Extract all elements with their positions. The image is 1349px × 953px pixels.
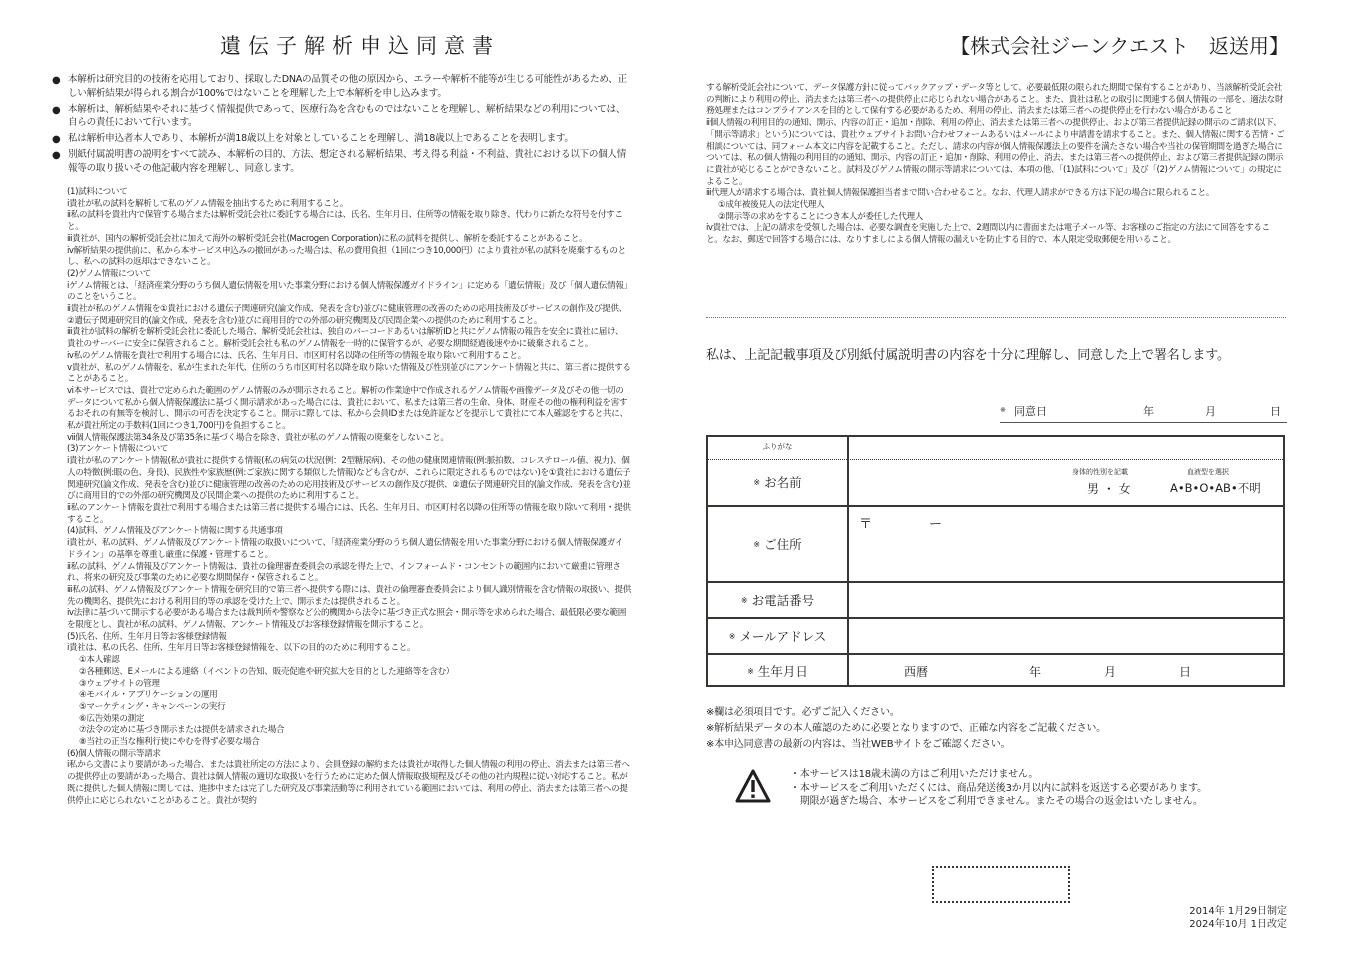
postal-mark-icon: 〒 [859,517,873,532]
birthdate-label: ※ 生年月日 [708,655,849,687]
bullet-dot-icon: ● [52,134,61,145]
terms-paragraph: ⅳ法律に基づいて開示する必要がある場合または裁判所や警察など公的機関から法令に基づき正式な照会・開示等を求められた場合、最低限必要な範囲を限度とし、貴社が私の試料、ゲノム情報、アンケート情報及びお客様登録情報を開示すること。 [67,608,626,631]
terms-paragraph: ⑧当社の正当な権利行使にやむを得ず必要な場合 [79,737,260,748]
terms-paragraph: ②各種郵送、Eメールによる連絡（イベントの告知、販売促進や研究拡大を目的とした連絡等を含む） [79,666,454,677]
year-label: 年 [1143,405,1154,418]
terms-paragraph: ⅰ貴社が私の試料を解析して私のゲノム情報を抽出するために利用すること。 [67,198,349,209]
consent-date-field[interactable] [1000,402,1287,423]
terms-paragraph: ⅲ代理人が請求する場合は、貴社個人情報保護担当者まで問い合わせること。なお、代理人請求ができる方は下記の場合に限られること。 [706,188,1214,199]
consent-statement: 私は、上記記載事項及び別紙付属説明書の内容を十分に理解し、同意した上で署名します。 [706,348,1230,363]
bullet-item: ● 別紙付属説明書の説明をすべて読み、本解析の目的、方法、想定される解析結果、考え得る利益・不利益、貴社における以下の個人情報等の取り扱いその他記載内容を理解し、同意します。 [52,149,627,174]
name-field[interactable] [849,459,1283,505]
terms-paragraph: ④モバイル・アプリケーションの運用 [79,690,218,701]
address-row [708,507,1283,583]
agreement-bullets [52,73,632,178]
revision-dates [1189,906,1287,931]
terms-paragraph: ⅳ貴社では、上記の請求を受領した場合は、必要な調査を実施した上で、2週間以内に書面または電子メール等、お客様のご指定の方法にて回答をすること。なお、郵送で回答する場合には、なりすましによる個人情報の漏えいを防止する目的で、本人限定受取郵便を用いること。 [706,223,1270,246]
terms-paragraph: ⑥広告効果の測定 [79,713,145,724]
month-label: 月 [1205,405,1216,418]
terms-paragraph: (1)試料について [67,187,128,197]
terms-paragraph: ①本人確認 [79,655,120,666]
blood-caption: 血液型を選択 [1187,468,1229,476]
warning-item: ・本サービスは18歳未満の方はご利用いただけません。 [790,769,1039,780]
month-label: 月 [1104,665,1117,679]
terms-paragraph: ③ウェブサイトの管理 [79,678,160,689]
email-row [708,619,1283,655]
day-label: 日 [1179,665,1192,679]
terms-paragraph: ⅵ本サービスでは、貴社で定められた範囲のゲノム情報のみが開示されること。解析の作業途中で作成されるゲノム情報や画像データ及びその他一切のデータについて私から個人情報保護法に基づく開示請求があった場合には、貴社において、私または第三者の生命、身体、財産その他の権利利益を害するおそれの有無等を検討し、開示の可否を決定すること。開示に際しては、私から会員IDまたは免許証などを提示して貴社にて本人確認をすると共に、私が貴社所定の手数料(1回につき1,700円)を負担すること。 [67,385,628,432]
revised-date: 2024年10月 1日改定 [1189,918,1287,930]
postal-dash: ー [929,517,943,532]
terms-paragraph: ⅲ貴社が、国内の解析受託会社に加えて海外の解析受託会社(Macrogen Corporation)に私の試料を提供し、解析を委託することがあること。 [67,233,588,244]
return-label: 【株式会社ジーンクエスト 返送用】 [950,34,1289,58]
terms-paragraph: ⅱ貴社が私のゲノム情報を①貴社における遺伝子関連研究(論文作成、発表を含む)並びに健康管理の改善のための応用技術及びサービスの創作及び提供、②遺伝子関連研究目的(論文作成、発表を含む)並びに商用目的での外部の研究機関及び民間企業への提供のために利用すること。 [67,304,627,326]
terms-paragraph: ⅳ解析結果の提供前に、私から本サービス申込みの撤回があった場合は、私の費用負担（1回につき10,000円）により貴社が私の試料を廃棄するものとし、私への試料の返却はできないこと。 [67,245,626,268]
warning-text [790,768,1207,809]
sex-caption: 身体的性別を記載 [1072,468,1128,476]
terms-paragraph: ⑤マーケティング・キャンペーンの実行 [79,701,226,712]
consent-date-label: 同意日 [1014,405,1047,418]
terms-paragraph: ⅴ貴社が、私のゲノム情報を、私が生まれた年代、住所のうち市区町村名以降を取り除いた情報及び性別並びにアンケート情報と共に、第三者に提供することがあること。 [67,362,631,385]
day-label: 日 [1270,405,1281,418]
divider [706,317,1286,318]
terms-paragraph: (3)アンケート情報について [67,444,169,455]
furigana-label: ふりがな [708,437,849,459]
phone-field[interactable] [849,583,1283,617]
furigana-field[interactable] [708,437,1283,460]
year-label: 年 [1029,665,1042,679]
terms-paragraph: ⅰ貴社は、私の氏名、住所、生年月日等お客様登録情報を、以下の目的のために利用すること。 [67,643,416,654]
terms-paragraph: ⅲ私の試料、ゲノム情報及びアンケート情報を研究目的で第三者へ提供する際には、貴社の倫理審査委員会により個人識別情報を含む情報の取扱い、提供先の機関名、提供先における利用目的等の承認を受けた上で、開示または提供されること。 [67,584,631,607]
stamp-box [932,866,1070,903]
warning-item: ・本サービスをご利用いただくには、商品発送後3か月以内に試料を返送する必要があります。 [790,782,1207,794]
bullet-item: ● 本解析は研究目的の技術を応用しており、採取したDNAの品質その他の原因から、エラーや解析不能等が生じる可能性があるため、正しい解析結果が得られる割合が100%ではないことを理解した上で本解析を申し込みます。 [52,74,627,99]
terms-paragraph: ⅱ私のアンケート情報を貴社で利用する場合または第三者に提供する場合には、氏名、生年月日、市区町村名以降の住所等の情報を取り除いて利用・提供すること。 [67,502,631,525]
terms-paragraph: ⅶ個人情報保護法第34条及び第35条に基づく場合を除き、貴社が私のゲノム情報の廃棄をしないこと。 [67,432,449,443]
warning-item: 期限が過ぎた場合、本サービスをご利用できません。またその場合の返金はいたしません。 [790,796,1203,807]
terms-paragraph: する解析受託会社について、データ保護方針に従ってバックアップ・データ等として、必要最低限の限られた期間で保有することがあり、当該解析受託会社の判断により利用の停止、消去または第三者への提供停止に応じられない場合があること。また、貴社は私との取引に関連する個人情報の一部を、適法な財務処理またはコンプライアンスを目的として保有する必要があるため、利用の停止、消去または第三者への提供停止を行わない場合があること [706,83,1284,117]
bullet-item: ● 本解析は、解析結果やそれに基づく情報提供であって、医療行為を含むものではないことを理解し、解析結果などの利用については、自らの責任において行います。 [52,103,626,128]
terms-paragraph: (6)個人情報の開示等請求 [67,748,161,759]
note-item: ※本申込同意書の最新の内容は、当社WEBサイトをご確認ください。 [706,739,1011,750]
terms-paragraph: ⑦法令の定めに基づき開示または提供を請求された場合 [79,725,285,736]
terms-paragraph: ⅳ私のゲノム情報を貴社で利用する場合には、氏名、生年月日、市区町村名以降の住所等の情報を取り除いて利用すること。 [67,350,526,361]
birthdate-field[interactable] [849,655,1283,687]
email-field[interactable] [849,619,1283,653]
birthdate-row [708,655,1283,687]
bullet-dot-icon: ● [52,150,61,161]
blood-options[interactable]: A•B•O•AB•不明 [1170,481,1261,495]
terms-paragraph: ①成年被後見人の法定代理人 [718,200,825,211]
terms-paragraph: ⅲ貴社が試料の解析を解析受託会社に委託した場合、解析受託会社は、独自のバーコードあるいは解析IDと共にゲノム情報の報告を安全に貴社に届け、貴社のサーバーに安全に保管されること。解析受託会社も私のゲノム情報を一時的に保管するが、必要な期間経過後速やかに破棄されること。 [67,327,624,350]
sex-options[interactable]: 男 ・ 女 [1087,482,1131,496]
established-date: 2014年 1月29日制定 [1189,906,1287,917]
terms-paragraph: ⅰ貴社が私のアンケート情報(私が貴社に提供する情報(私の病気の状況(例：2型糖尿病)、その他の健康関連情報(例:脈拍数、コレステロール値、視力)、個人の特徴(例:眼の色、身長)、民族性や家族歴(例:ご家族に関する類似した情報)なども含むが、これらに限定されるものではない)を①貴社における遺伝子関連研究(論文作成、発表を含む)並びに健康管理の改善のための応用技術及びサービスの創作及び提供、②遺伝子関連研究目的(論文作成、発表を含む)並びに商用目的での外部の研究機関及び民間企業への提供のために利用すること。 [67,456,631,502]
terms-paragraph: ⅱ私の試料を貴社内で保管する場合または解析受託会社に委託する場合には、氏名、生年月日、住所等の情報を取り除き、代わりに新たな符号を付すこと。 [67,210,623,233]
address-field[interactable] [849,507,1283,581]
warning-triangle-icon [734,768,772,808]
email-label: ※ メールアドレス [708,619,849,653]
terms-paragraph: ⅱ個人情報の利用目的の通知、開示、内容の訂正・追加・削除、利用の停止、消去または第三者への提供停止、および第三者提供記録の開示のご請求(以下、「開示等請求」という)については、貴社ウェブサイトお問い合わせフォームあるいはメールにより申請書を請求すること。また、個人情報に関する苦情・ご相談については、同フォーム本文に内容を記載すること。ただし、請求の内容が個人情報保護法上の要件を満たさない場合や当社の保管期間を過ぎた場合については、私の個人情報の利用目的の通知、開示、内容の訂正・追加・削除、利用の停止、消去、または第三者への提供停止、および第三者提供記録の開示に貴社が応じることができないこと。試料及びゲノム情報の開示等請求については、本項の他、「(1)試料について」及び「(2)ゲノム情報について」の規定によること。 [706,118,1285,187]
terms-paragraph: ⅱ私の試料、ゲノム情報及びアンケート情報は、貴社の倫理審査委員会の承認を得た上で、インフォームド・コンセントの範囲内において厳重に管理され、将来の研究及び事業のために必要な期間保存・保管されること。 [67,561,621,584]
terms-right-column [706,83,1286,247]
document-title: 遺伝子解析申込同意書 [220,34,500,58]
terms-left-column [67,187,631,807]
required-mark: ※ [1000,406,1006,414]
name-label: ※ お名前 [708,459,849,505]
terms-paragraph: (4)試料、ゲノム情報及びアンケート情報に関する共通事項 [67,526,283,537]
note-item: ※解析結果データの本人確認のために必要となりますので、正確な内容をご記載ください。 [706,723,1106,734]
applicant-form [706,435,1285,687]
terms-paragraph: (5)氏名、住所、生年月日等お客様登録情報 [67,631,227,642]
note-item: ※欄は必須項目です。必ずご記入ください。 [706,707,900,718]
bullet-dot-icon: ● [52,75,61,86]
era-label: 西暦 [904,665,929,679]
address-label: ※ ご住所 [708,507,849,581]
form-notes [706,705,1106,753]
terms-paragraph: ②開示等の求めをすることにつき本人が委任した代理人 [718,211,924,222]
bullet-dot-icon: ● [52,104,61,116]
terms-paragraph: ⅰ私から文書により要請があった場合、または貴社所定の方法により、会員登録の解約または貴社が取得した個人情報の利用の停止、消去または第三者への提供停止の要請があった場合、貴社は個人情報の適切な取扱いを行うために定めた個人情報取扱規程及びその他の社内規程に従い対応すること。私が既に提供した個人情報に関しては、進捗中または完了した研究及び事業活動等に利用されている範囲においては、利用の停止、消去または第三者への提供停止に応じられないことがあること。貴社が契約 [67,760,630,806]
bullet-item: ● 私は解析申込者本人であり、本解析が満18歳以上を対象としていることを理解し、満18歳以上であることを表明します。 [52,133,574,145]
phone-label: ※ お電話番号 [708,583,849,617]
terms-paragraph: ⅰ貴社が、私の試料、ゲノム情報及びアンケート情報の取扱いについて、「経済産業分野のうち個人遺伝情報を用いた事業分野における個人情報保護ガイドライン」の基準を尊重し厳重に保護・管理すること。 [67,538,623,560]
phone-row [708,583,1283,619]
terms-paragraph: (2)ゲノム情報について [67,268,151,279]
terms-paragraph: ⅰゲノム情報とは、「経済産業分野のうち個人遺伝情報を用いた事業分野における個人情報保護ガイドライン」に定める「遺伝情報」及び「個人遺伝情報」のことをいうこと。 [67,280,628,303]
name-row [708,437,1283,507]
